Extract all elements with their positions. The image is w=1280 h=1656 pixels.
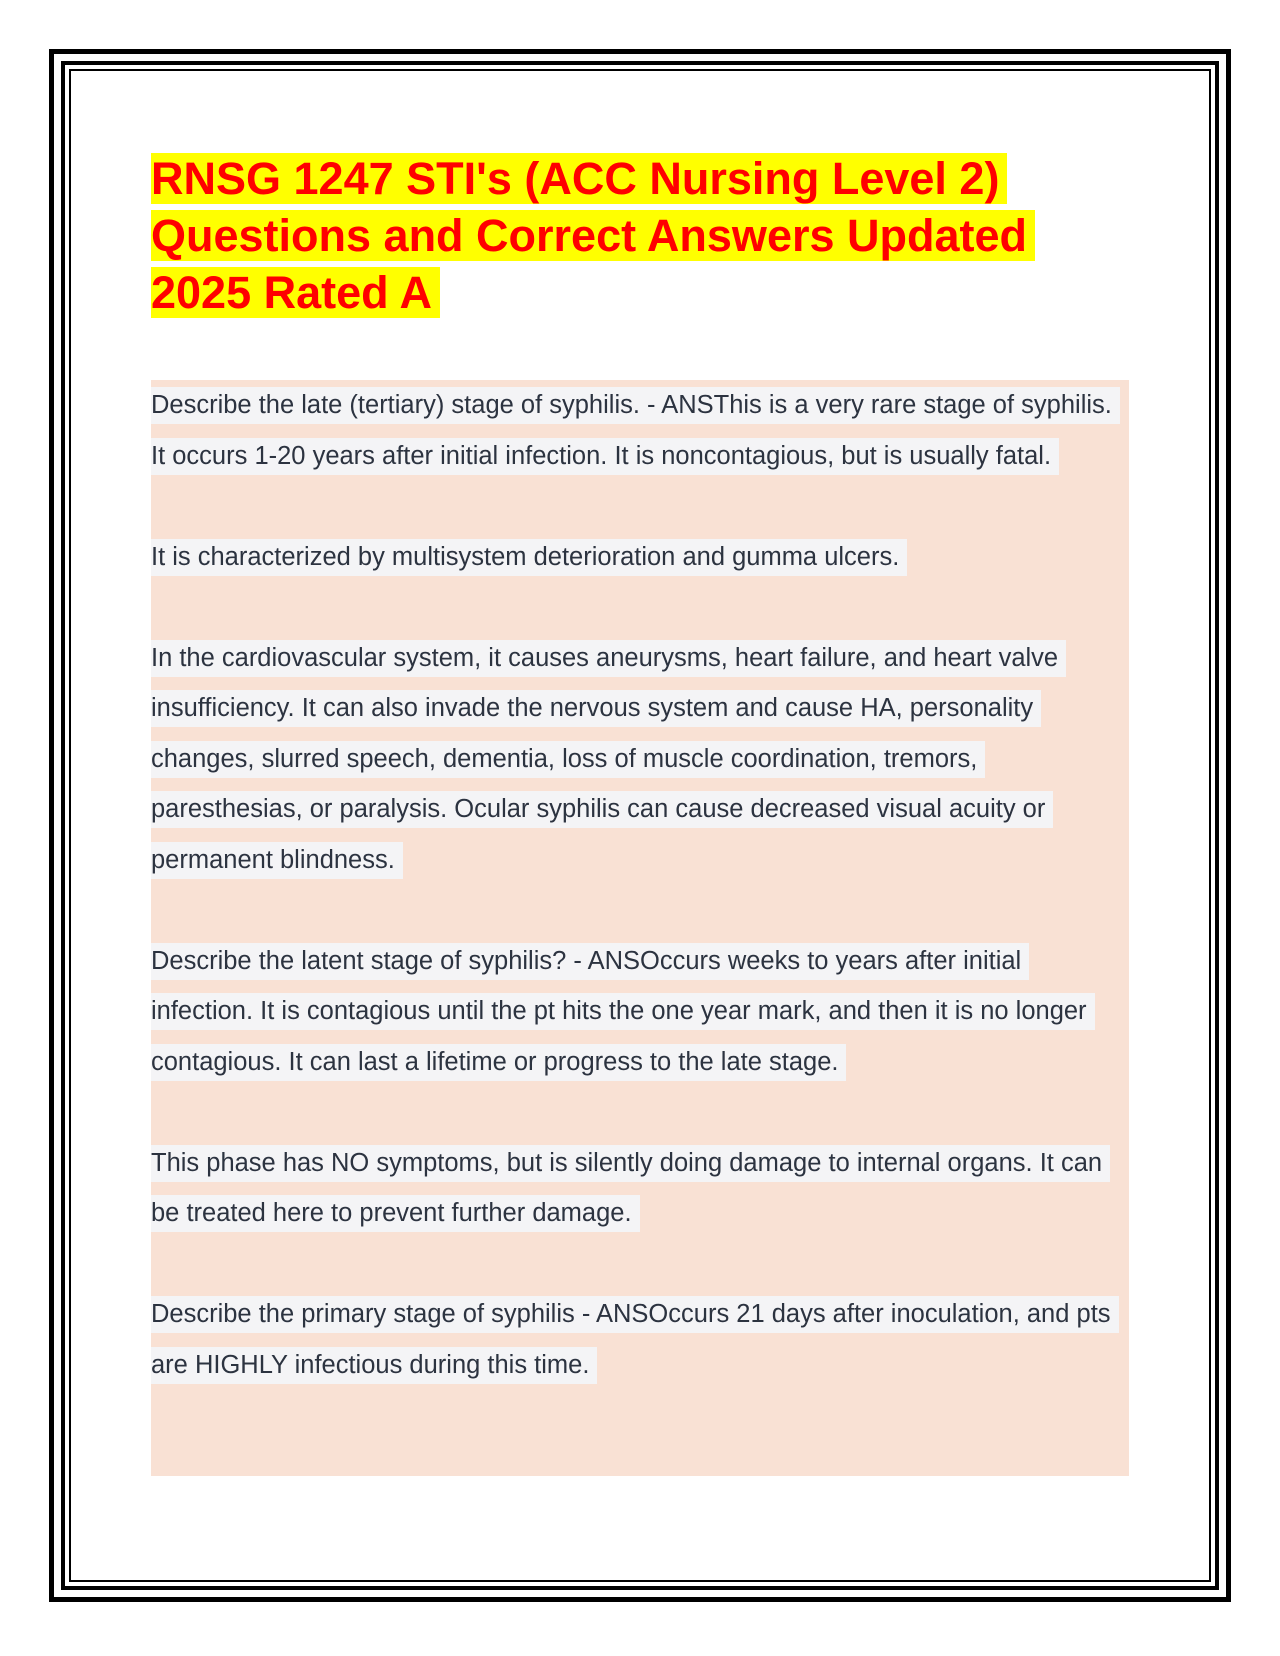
document-body	[151, 380, 1129, 1476]
paragraph-text: It is characterized by multisystem deterioration and gumma ulcers.	[151, 539, 907, 576]
paragraph-1	[151, 380, 1129, 481]
paragraph-5	[151, 1138, 1129, 1239]
document-title	[151, 150, 1051, 321]
paragraph-text: Describe the primary stage of syphilis - ANSOccurs 21 days after inoculation, and pts are HIGHLY infectious during this time.	[151, 1296, 1119, 1384]
paragraph-text: Describe the latent stage of syphilis? - ANSOccurs weeks to years after initial infection. It is contagious until the pt hits the one year mark, and then it is no longer contagious. It can last a lifetime or progress to the late stage.	[151, 943, 1095, 1081]
paragraph-text: In the cardiovascular system, it causes aneurysms, heart failure, and heart valve insufficiency. It can also invade the nervous system and cause HA, personality changes, slurred speech, dementia, loss of muscle coordination, tremors, paresthesias, or paralysis. Ocular syphilis can cause decreased visual acuity or permanent blindness.	[151, 640, 1066, 879]
paragraph-2	[151, 532, 1129, 583]
paragraph-text: This phase has NO symptoms, but is silently doing damage to internal organs. It can be treated here to prevent further damage.	[151, 1145, 1110, 1233]
paragraph-4	[151, 936, 1129, 1088]
paragraph-text: Describe the late (tertiary) stage of syphilis. - ANSThis is a very rare stage of syphilis. It occurs 1-20 years after initial infection. It is noncontagious, but is usually fatal.	[151, 387, 1120, 475]
paragraph-3	[151, 633, 1129, 886]
paragraph-6	[151, 1289, 1129, 1390]
document-title-text: RNSG 1247 STI's (ACC Nursing Level 2) Questions and Correct Answers Updated 2025 Rated A	[151, 153, 1035, 318]
